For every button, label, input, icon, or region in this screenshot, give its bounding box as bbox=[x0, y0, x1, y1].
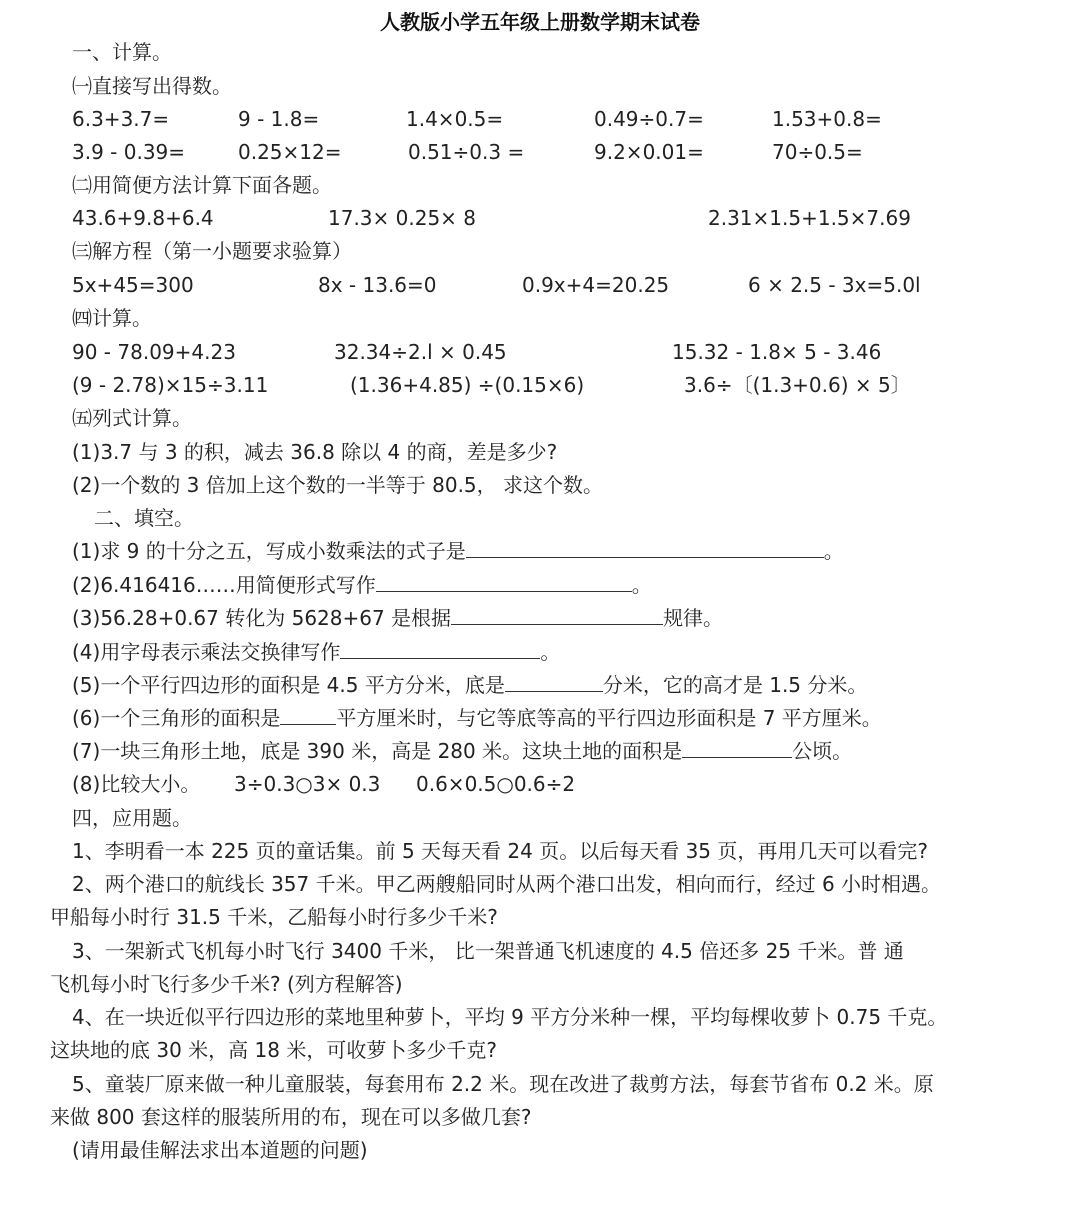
problem: 90 - 78.09+4.23 bbox=[72, 340, 236, 364]
subsection-5-heading: ㈤列式计算。 bbox=[72, 406, 192, 430]
subsection-2-heading: ㈡用简便方法计算下面各题。 bbox=[72, 173, 332, 197]
problem: 2.31×1.5+1.5×7.69 bbox=[708, 206, 911, 230]
application-problem: 2、两个港口的航线长 357 千米。甲乙两艘船同时从两个港口出发，相向而行，经过 6 小时相遇。 bbox=[72, 872, 942, 896]
problem: 6.3+3.7= bbox=[72, 107, 170, 131]
application-problem-cont: 飞机每小时飞行多少千米? (列方程解答) bbox=[50, 972, 403, 996]
problem: 0.9x+4=20.25 bbox=[522, 273, 670, 297]
problem: 0.51÷0.3 = bbox=[408, 140, 525, 164]
section-4-heading: 四，应用题。 bbox=[72, 806, 192, 830]
problem: (9 - 2.78)×15÷3.11 bbox=[72, 373, 269, 397]
problem: 43.6+9.8+6.4 bbox=[72, 206, 214, 230]
compare-expression: 0.6×0.5○0.6÷2 bbox=[416, 772, 576, 796]
word-problem: (1)3.7 与 3 的积，减去 36.8 除以 4 的商，差是多少? bbox=[72, 440, 558, 464]
fill-item-compare: (8)比较大小。 bbox=[72, 772, 201, 796]
application-problem-cont: 甲船每小时行 31.5 千米，乙船每小时行多少千米? bbox=[50, 905, 498, 929]
application-problem: 1、李明看一本 225 页的童话集。前 5 天每天看 24 页。以后每天看 35 页，再用几天可以看完? bbox=[72, 839, 928, 863]
answer-blank[interactable] bbox=[376, 573, 632, 592]
subsection-3-heading: ㈢解方程（第一小题要求验算） bbox=[72, 239, 352, 263]
answer-blank[interactable] bbox=[451, 606, 663, 625]
answer-blank[interactable] bbox=[505, 673, 603, 692]
fill-item: (7)一块三角形土地，底是 390 米，高是 280 米。这块土地的面积是 公顷。 bbox=[72, 739, 853, 763]
fill-item: (5)一个平行四边形的面积是 4.5 平方分米，底是 分米，它的高才是 1.5 分米。 bbox=[72, 673, 868, 697]
fill-item: (1)求 9 的十分之五，写成小数乘法的式子是 。 bbox=[72, 539, 844, 563]
problem: 3.9 - 0.39= bbox=[72, 140, 186, 164]
application-problem: 4、在一块近似平行四边形的菜地里种萝卜，平均 9 平方分米种一棵，平均每棵收萝卜 0.75 千克。 bbox=[72, 1005, 948, 1029]
application-problem-cont: 来做 800 套这样的服装所用的布，现在可以多做几套? bbox=[50, 1105, 532, 1129]
compare-expression: 3÷0.3○3× 0.3 bbox=[234, 772, 381, 796]
problem: 15.32 - 1.8× 5 - 3.46 bbox=[672, 340, 882, 364]
problem: 1.4×0.5= bbox=[406, 107, 504, 131]
fill-item: (6)一个三角形的面积是 平方厘米时，与它等底等高的平行四边形面积是 7 平方厘米。 bbox=[72, 706, 882, 730]
answer-blank[interactable] bbox=[280, 706, 336, 725]
answer-blank[interactable] bbox=[682, 739, 792, 758]
fill-item: (2)6.416416……用简便形式写作 。 bbox=[72, 573, 652, 597]
problem: 32.34÷2.l × 0.45 bbox=[334, 340, 507, 364]
application-note: (请用最佳解法求出本道题的问题) bbox=[72, 1138, 368, 1162]
problem: 0.49÷0.7= bbox=[594, 107, 704, 131]
problem: 9.2×0.01= bbox=[594, 140, 704, 164]
fill-item: (4)用字母表示乘法交换律写作 。 bbox=[72, 640, 561, 664]
word-problem: (2)一个数的 3 倍加上这个数的一半等于 80.5， 求这个数。 bbox=[72, 473, 604, 497]
application-problem: 3、一架新式飞机每小时飞行 3400 千米， 比一架普通飞机速度的 4.5 倍还多 25 千米。普 通 bbox=[72, 939, 904, 963]
problem: 1.53+0.8= bbox=[772, 107, 882, 131]
application-problem-cont: 这块地的底 30 米，高 18 米，可收萝卜多少千克? bbox=[50, 1038, 497, 1062]
problem: 5x+45=300 bbox=[72, 273, 194, 297]
problem: (1.36+4.85) ÷(0.15×6) bbox=[350, 373, 585, 397]
problem: 3.6÷〔(1.3+0.6) × 5〕 bbox=[684, 373, 911, 397]
problem: 9 - 1.8= bbox=[238, 107, 320, 131]
answer-blank[interactable] bbox=[466, 539, 824, 558]
answer-blank[interactable] bbox=[340, 640, 540, 659]
exam-title: 人教版小学五年级上册数学期末试卷 bbox=[380, 10, 700, 34]
section-2-heading: 二、填空。 bbox=[94, 506, 194, 530]
problem: 8x - 13.6=0 bbox=[318, 273, 437, 297]
problem: 6 × 2.5 - 3x=5.0l bbox=[748, 273, 921, 297]
subsection-1-heading: ㈠直接写出得数。 bbox=[72, 74, 232, 98]
subsection-4-heading: ㈣计算。 bbox=[72, 306, 152, 330]
application-problem: 5、童装厂原来做一种儿童服装，每套用布 2.2 米。现在改进了裁剪方法，每套节省布 0.2 米。原 bbox=[72, 1072, 934, 1096]
problem: 17.3× 0.25× 8 bbox=[328, 206, 477, 230]
fill-item: (3)56.28+0.67 转化为 5628+67 是根据 规律。 bbox=[72, 606, 724, 630]
section-1-heading: 一、计算。 bbox=[72, 40, 172, 64]
problem: 0.25×12= bbox=[238, 140, 342, 164]
problem: 70÷0.5= bbox=[772, 140, 863, 164]
